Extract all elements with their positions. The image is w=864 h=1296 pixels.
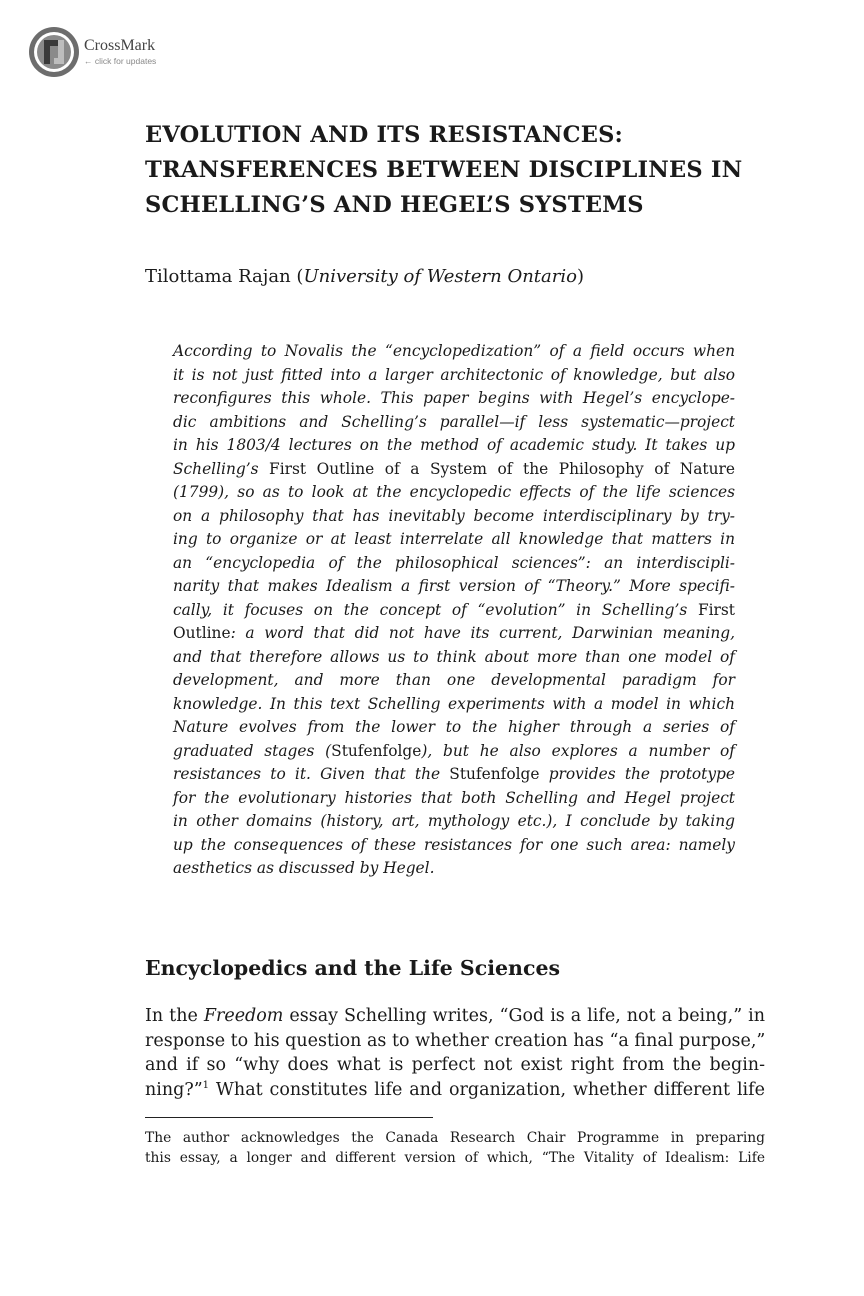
abstract-line: aesthetics as discussed by Hegel.	[173, 859, 435, 877]
abstract-line: an “encyclopedia of the philosophical sciences”: an interdiscipli-	[173, 553, 735, 572]
abstract-line	[173, 599, 735, 623]
abstract-line: knowledge. In this text Schelling experiments with a model in which	[173, 694, 735, 713]
abstract-line	[173, 763, 735, 787]
abstract-fragment: graduated stages (	[173, 741, 332, 760]
crossmark-icon	[28, 26, 80, 78]
abstract-fragment: Schelling’s	[173, 459, 259, 478]
author-line	[145, 264, 765, 290]
abstract-fragment: cally, it focuses on the concept of “evolution” in Schelling’s	[173, 600, 688, 619]
abstract-line: for the evolutionary histories that both Schelling and Hegel project	[173, 788, 735, 807]
body-line: and if so “why does what is perfect not exist right from the begin-	[145, 1055, 765, 1075]
crossmark-badge[interactable]	[28, 26, 156, 78]
crossmark-name: CrossMark	[84, 37, 156, 55]
abstract-line: in his 1803/4 lectures on the method of academic study. It takes up	[173, 436, 735, 454]
abstract-line: on a philosophy that has inevitably become interdisciplinary by try-	[173, 506, 735, 525]
body-line	[145, 1078, 765, 1103]
article-title	[145, 118, 765, 223]
section-heading: Encyclopedics and the Life Sciences	[145, 956, 561, 980]
abstract-line	[173, 458, 735, 482]
abstract-line: reconfigures this whole. This paper begins with Hegel’s encyclope-	[173, 389, 735, 407]
term-stufenfolge: Stufenfolge	[331, 741, 422, 760]
footnote-line: this essay, a longer and different version of which, “The Vitality of Idealism: Life	[145, 1150, 765, 1166]
abstract-line: in other domains (history, art, mythology etc.), I conclude by taking	[173, 812, 735, 830]
abstract-fragment: resistances to it. Given that the	[173, 765, 450, 783]
abstract-line: and that therefore allows us to think about more than one model of	[173, 647, 735, 666]
abstract-line: dic ambitions and Schelling’s parallel—if less systematic—project	[173, 412, 735, 431]
body-fragment: ning?”	[145, 1079, 203, 1100]
abstract-line	[173, 740, 735, 764]
abstract-fragment: ), but he also explores a number of	[421, 741, 735, 760]
body-line: response to his question as to whether creation has “a final purpose,”	[145, 1030, 766, 1051]
abstract-line	[173, 622, 735, 646]
abstract-line: Nature evolves from the lower to the higher through a series of	[173, 718, 735, 736]
crossmark-sub-text: click for updates	[94, 56, 157, 67]
author-name: Tilottama Rajan	[145, 266, 291, 287]
work-title: Freedom	[203, 1006, 284, 1026]
abstract-line: According to Novalis the “encyclopedization” of a field occurs when	[173, 342, 735, 360]
footnote-line: The author acknowledges the Canada Research Chair Programme in preparing	[145, 1130, 765, 1146]
body-fragment: In the	[145, 1006, 204, 1026]
book-title: Outline	[173, 624, 231, 642]
footnote-marker[interactable]: 1	[202, 1079, 210, 1091]
abstract-fragment: provides the prototype	[539, 765, 735, 783]
footnote-divider	[145, 1117, 433, 1118]
abstract-line: (1799), so as to look at the encyclopedic effects of the life sciences	[173, 483, 735, 501]
abstract	[173, 340, 735, 881]
crossmark-subtitle: ← click for updates	[84, 56, 157, 67]
body-line	[145, 1004, 765, 1029]
footnote	[145, 1128, 765, 1168]
title-line: TRANSFERENCES BETWEEN DISCIPLINES IN	[145, 157, 743, 183]
term-stufenfolge: Stufenfolge	[449, 765, 540, 783]
abstract-line: narity that makes Idealism a first version of “Theory.” More specifi-	[173, 577, 735, 595]
abstract-line: up the consequences of these resistances for one such area: namely	[173, 835, 735, 854]
abstract-line: it is not just fitted into a larger architectonic of knowledge, but also	[173, 365, 735, 384]
book-title: First Outline of a System of the Philosophy of Nature	[258, 459, 735, 478]
title-line: EVOLUTION AND ITS RESISTANCES:	[145, 122, 624, 148]
book-title: First	[687, 600, 735, 619]
author-paren-open: (	[290, 266, 304, 287]
body-fragment: essay Schelling writes, “God is a life, not a being,” in	[283, 1006, 765, 1026]
body-paragraph	[145, 1004, 765, 1102]
abstract-fragment: : a word that did not have its current, Darwinian meaning,	[230, 624, 735, 642]
abstract-line: development, and more than one developmental paradigm for	[173, 671, 735, 689]
title-line: SCHELLING’S AND HEGEL’S SYSTEMS	[145, 192, 644, 218]
author-affiliation: University of Western Ontario	[303, 266, 577, 287]
body-fragment: What constitutes life and organization, whether different life	[209, 1079, 765, 1100]
author-paren-close: )	[576, 266, 584, 287]
abstract-line: ing to organize or at least interrelate all knowledge that matters in	[173, 530, 735, 548]
